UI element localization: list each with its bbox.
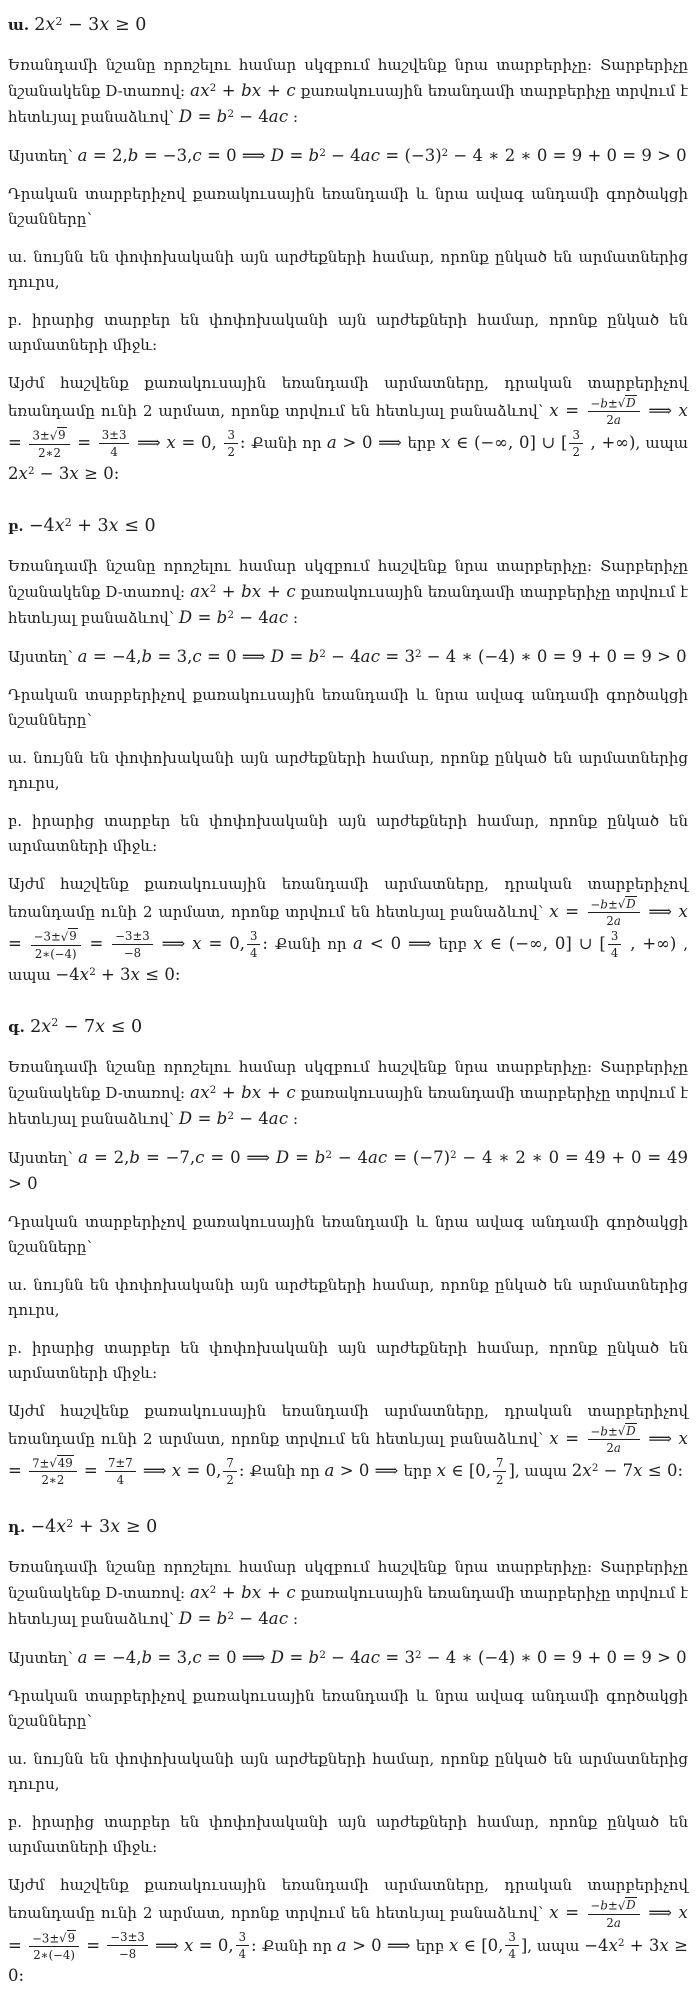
- math-run: a = 2,b = −7,c = 0 ⟹ $D = b^2 - 4ac = (-7)^2 - 4$ ∗ 2 ∗ 0 = 49 + 0 = 49 > 0: [8, 1147, 688, 1193]
- text-run: Եռանդամի նշանը որոշելու համար սկզբում հաշվենք նրա տարբերիչը: Տարբերիչը նշանակենք D-տառով:: [8, 556, 688, 601]
- text-run: Քանի որ: [261, 1936, 337, 1955]
- text-run: Այժմ հաշվենք քառակուսային եռանդամի արմատները, դրական տարբերիչով եռանդամը ունի 2 արմատ, որոնք տրվում են հետևյալ բանաձևով՝: [8, 374, 688, 421]
- section-inequality: $2x^2 - 7x \le 0$: [30, 1016, 143, 1037]
- math-run: :: [251, 1935, 262, 1955]
- fraction-numerator: 3± √ 9: [29, 427, 69, 444]
- fraction-denominator: −8: [123, 945, 142, 960]
- math-run: $-4x^2 + 3x \ge 0$:: [8, 1935, 688, 1986]
- fraction-numerator: 3: [505, 1930, 518, 1946]
- paragraph-g-rule-a: [8, 1273, 688, 1323]
- text-run: Դրական տարբերիչով քառակուսային եռանդամի և նրա ավագ անդամի գործակցի նշանները՝: [8, 185, 688, 228]
- text-run: բ. իրարից տարբեր են փոփոխականի այն արժեքների համար, որոնք ընկած են արմատների միջև:: [8, 311, 688, 354]
- math-run: a > 0 ⟹: [336, 1935, 416, 1955]
- math-run: x ∈ (−∞, 0] ∪ [: [473, 934, 606, 954]
- fraction-numerator: −3± √ 9: [31, 928, 81, 945]
- text-run: բ. իրարից տարբեր են փոփոխականի այն արժեքների համար, որոնք ընկած են արմատների միջև:: [8, 1813, 688, 1857]
- superscript: 2: [414, 648, 422, 660]
- paragraph-d-rule-a: [8, 1747, 688, 1797]
- math-run: =: [81, 1935, 106, 1955]
- math-run: x =: [549, 1428, 586, 1448]
- superscript: 2: [319, 1650, 326, 1662]
- math-run: $ax^2$ + bx + c: [190, 1583, 296, 1603]
- square-root: [618, 896, 637, 911]
- fraction: [29, 1930, 79, 1962]
- math-run: :: [238, 1461, 250, 1481]
- fraction-numerator: −b± √ D: [588, 1897, 640, 1914]
- superscript: 2: [325, 1149, 333, 1161]
- math-run: x ∈ (−∞, 0] ∪ [: [441, 433, 568, 453]
- paragraph-d-rule-b: [8, 1810, 688, 1860]
- math-run: x =: [549, 1903, 586, 1923]
- square-root: [618, 395, 637, 410]
- fraction: [29, 427, 69, 459]
- fraction-numerator: 3±3: [99, 428, 130, 444]
- fraction: [107, 1930, 147, 1961]
- text-run: :: [288, 1610, 299, 1629]
- math-run: ⟹ x =: [8, 1428, 688, 1481]
- section-inequality: $-4x^2 + 3x \le 0$: [28, 515, 156, 536]
- fraction-denominator: 2a: [606, 914, 621, 929]
- fraction-numerator: 3: [224, 428, 237, 444]
- math-run: ⟹ x = 0,: [137, 1461, 222, 1481]
- fraction: [236, 1930, 249, 1961]
- paragraph-d-signs-rule: [8, 1684, 688, 1734]
- fraction: [224, 428, 237, 459]
- radical-sign: √: [49, 428, 58, 443]
- text-run: ա. նույնն են փոփոխականի այն արժեքների համար, որոնք ընկած են արմատներից դուրս,: [8, 1275, 688, 1319]
- text-run: , ապա: [527, 1936, 585, 1955]
- radicand: 9: [58, 428, 66, 443]
- fraction-denominator: 2: [496, 1472, 504, 1487]
- fraction-denominator: 2a: [606, 1440, 621, 1455]
- radicand: D: [626, 396, 636, 410]
- fraction: [505, 1930, 518, 1961]
- section-b: [8, 511, 688, 988]
- fraction: [31, 928, 81, 960]
- text-run: Դրական տարբերիչով քառակուսային եռանդամի և նրա ավագ անդամի գործակցի նշանները՝: [8, 685, 688, 729]
- superscript: 2: [209, 1084, 217, 1096]
- text-run: երբ: [407, 434, 441, 453]
- fraction-numerator: −3±3: [112, 929, 152, 945]
- radicand: D: [626, 1423, 636, 1438]
- superscript: 2: [591, 1463, 599, 1475]
- math-run: =: [71, 433, 97, 453]
- fraction: [588, 1897, 640, 1929]
- math-run: a > 0 ⟹: [324, 1461, 404, 1481]
- fraction-denominator: 2: [227, 445, 235, 460]
- radical-sign: √: [617, 1423, 626, 1438]
- fraction-denominator: 2: [572, 445, 580, 460]
- section-label: դ.: [8, 1518, 31, 1537]
- superscript: 2: [319, 148, 326, 160]
- paragraph-a-intro: [8, 53, 688, 130]
- fraction-denominator: 2∗(−4): [34, 946, 77, 961]
- math-run: :: [239, 433, 252, 453]
- radicand: D: [626, 1898, 636, 1913]
- radicand: D: [626, 896, 636, 911]
- math-run: $D = b^2 - 4ac$: [178, 607, 289, 627]
- paragraph-b-signs-rule: [8, 683, 688, 733]
- fraction-numerator: 3: [247, 929, 260, 945]
- section-label: գ.: [8, 1017, 31, 1036]
- paragraph-g-intro: [8, 1055, 688, 1132]
- math-run: x =: [549, 901, 586, 921]
- superscript: 2: [227, 1110, 234, 1122]
- math-run: a > 0 ⟹: [326, 433, 408, 453]
- radicand: 9: [69, 929, 77, 944]
- radical-sign: √: [617, 396, 626, 411]
- section-inequality: $-4x^2 + 3x \ge 0$: [30, 1517, 158, 1538]
- section-label: ա.: [8, 16, 35, 34]
- math-run: ⟹ x = 0,: [154, 934, 245, 954]
- fraction-numerator: −b± √ D: [588, 896, 640, 913]
- paragraph-b-intro: [8, 554, 688, 631]
- paragraph-g-values: [8, 1145, 688, 1197]
- text-run: ա. նույնն են փոփոխականի այն արժեքների համար, որոնք ընկած են արմատներից դուրս,: [8, 1750, 688, 1794]
- paragraph-b-values: [8, 644, 688, 670]
- text-run: Քանի որ: [251, 434, 327, 453]
- fraction: [247, 929, 260, 960]
- text-run: քառակուսային եռանդամի տարբերիչը տրվում է հետևյալ բանաձևով՝: [8, 1083, 688, 1128]
- fraction-numerator: −b± √ D: [588, 1423, 640, 1440]
- section-a: [8, 10, 688, 487]
- math-run: a = −4,b = 3,c = 0 ⟹ $D = b^2 - 4ac = 3^2 - 4$ ∗ (−4) ∗ 0 = 9 + 0 = 9 > 0: [77, 1648, 687, 1668]
- fraction: [588, 395, 640, 427]
- math-run: $ax^2$ + bx + c: [190, 1082, 296, 1102]
- text-run: , ապա: [8, 935, 688, 984]
- paragraph-d-values: [8, 1645, 688, 1671]
- fraction-numerator: 7±7: [105, 1456, 136, 1472]
- fraction-denominator: 2a: [606, 1915, 621, 1930]
- paragraph-g-signs-rule: [8, 1210, 688, 1260]
- math-run: x ∈ [0,: [448, 1935, 504, 1955]
- text-run: երբ: [415, 1936, 449, 1955]
- paragraph-b-rule-a: [8, 746, 688, 796]
- fraction: [588, 896, 640, 928]
- text-run: Այստեղ՝: [8, 647, 78, 666]
- paragraph-b-rule-b: [8, 809, 688, 859]
- section-label: բ.: [8, 516, 29, 535]
- math-run: a = −4,b = 3,c = 0 ⟹ $D = b^2 - 4ac = 3^2 - 4$ ∗ (−4) ∗ 0 = 9 + 0 = 9 > 0: [77, 646, 687, 666]
- text-run: , ապա: [514, 1462, 572, 1481]
- fraction: [105, 1456, 136, 1487]
- math-run: ⟹ x =: [8, 1903, 688, 1955]
- section-header-g: [8, 1012, 688, 1042]
- math-run: $D = b^2 - 4ac$: [178, 1609, 289, 1629]
- superscript: 2: [28, 465, 35, 477]
- text-run: Այժմ հաշվենք քառակուսային եռանդամի արմատները, դրական տարբերիչով եռանդամը ունի 2 արմատ, որոնք տրվում են հետևյալ բանաձևով՝: [8, 1401, 688, 1448]
- text-run: Այստեղ՝: [8, 147, 78, 165]
- math-run: x =: [549, 401, 586, 421]
- text-run: երբ: [438, 935, 474, 954]
- superscript: 2: [227, 609, 234, 621]
- radicand: 9: [67, 1930, 76, 1945]
- fraction: [588, 1423, 640, 1455]
- superscript: 2: [441, 148, 449, 160]
- paragraph-a-values: [8, 143, 688, 169]
- math-run: ]: [520, 1935, 528, 1955]
- square-root: [618, 1897, 637, 1912]
- square-root: [59, 1930, 76, 1945]
- section-header-d: [8, 1512, 688, 1542]
- fraction-numerator: 7: [493, 1456, 506, 1472]
- section-inequality: $2x^2 - 3x \ge 0$: [34, 14, 147, 35]
- radical-sign: √: [49, 1456, 57, 1471]
- text-run: , ապա: [635, 434, 688, 453]
- square-root: [50, 427, 67, 442]
- text-run: Քանի որ: [274, 935, 353, 954]
- fraction-numerator: 7± √ 49: [29, 1455, 77, 1472]
- superscript: 2: [89, 966, 96, 978]
- text-run: Եռանդամի նշանը որոշելու համար սկզբում հաշվենք նրա տարբերիչը: Տարբերիչը նշանակենք D-տառով:: [8, 56, 688, 100]
- radicand: 49: [57, 1455, 73, 1470]
- text-run: Այժմ հաշվենք քառակուսային եռանդամի արմատները, դրական տարբերիչով եռանդամը ունի 2 արմատ, որոնք տրվում են հետևյալ բանաձևով՝: [8, 874, 688, 921]
- text-run: ա. նույնն են փոփոխականի այն արժեքների համար, որոնք ընկած են արմատներից դուրս,: [8, 748, 688, 792]
- fraction-denominator: 4: [110, 445, 118, 460]
- math-run: $-4x^2 + 3x \le 0$:: [55, 964, 181, 984]
- math-run: x ∈ [0,: [436, 1461, 492, 1481]
- math-run: a < 0 ⟹: [353, 934, 439, 954]
- text-run: քառակուսային եռանդամի տարբերիչը տրվում է հետևյալ բանաձևով՝: [8, 82, 688, 126]
- text-run: :: [288, 608, 299, 627]
- paragraph-a-signs-rule: [8, 182, 688, 232]
- paragraph-d-intro: [8, 1555, 688, 1632]
- paragraph-a-rule-b: [8, 308, 688, 358]
- text-run: Այստեղ՝: [8, 1148, 79, 1167]
- section-header-b: [8, 511, 688, 541]
- math-run: =: [78, 1461, 103, 1481]
- paragraph-g-rule-b: [8, 1336, 688, 1386]
- fraction-numerator: 3: [236, 1930, 249, 1946]
- square-root: [49, 1455, 73, 1470]
- fraction-numerator: −3±3: [107, 1930, 147, 1946]
- fraction-denominator: 4: [116, 1472, 125, 1487]
- paragraph-a-roots: [8, 371, 688, 487]
- superscript: 2: [55, 14, 63, 28]
- math-run: ]: [508, 1461, 515, 1481]
- text-run: Այստեղ՝: [8, 1649, 78, 1668]
- text-run: Եռանդամի նշանը որոշելու համար սկզբում հաշվենք նրա տարբերիչը: Տարբերիչը նշանակենք D-տառով:: [8, 1057, 688, 1102]
- math-run: $2x^2 - 7x \le 0$:: [571, 1461, 684, 1481]
- math-run: =: [82, 934, 111, 954]
- radical-sign: √: [617, 1898, 626, 1913]
- section-header-a: [8, 10, 688, 40]
- paragraph-b-roots: [8, 872, 688, 988]
- superscript: 2: [414, 1650, 422, 1662]
- math-run: ⟹ x = 0,: [149, 1935, 234, 1955]
- fraction-numerator: −3± √ 9: [29, 1930, 79, 1947]
- paragraph-g-roots: [8, 1399, 688, 1489]
- fraction-numerator: 3: [569, 428, 582, 444]
- superscript: 2: [209, 1585, 217, 1597]
- fraction-denominator: 4: [508, 1947, 516, 1962]
- document-body: [8, 10, 688, 1989]
- math-run: $ax^2$ + bx + c: [190, 81, 296, 100]
- fraction-denominator: 2a: [606, 413, 621, 428]
- superscript: 2: [209, 83, 217, 95]
- radical-sign: √: [59, 1931, 67, 1946]
- math-run: ⟹ x =: [8, 901, 688, 954]
- fraction: [112, 929, 152, 960]
- square-root: [61, 928, 78, 943]
- fraction: [29, 1455, 77, 1487]
- fraction-denominator: 4: [238, 1947, 247, 1962]
- superscript: 2: [227, 1611, 234, 1623]
- fraction: [99, 428, 130, 459]
- math-run: ⟹ x =: [8, 401, 688, 453]
- fraction: [493, 1456, 506, 1487]
- section-d: [8, 1512, 688, 1989]
- fraction-numerator: 7: [223, 1456, 236, 1472]
- paragraph-a-rule-a: [8, 245, 688, 295]
- text-run: :: [288, 1109, 299, 1128]
- fraction-denominator: 4: [249, 945, 258, 960]
- fraction-denominator: −8: [118, 1947, 137, 1962]
- superscript: 2: [51, 1016, 59, 1030]
- superscript: 2: [450, 1149, 457, 1161]
- fraction: [223, 1456, 236, 1487]
- text-run: քառակուսային եռանդամի տարբերիչը տրվում է հետևյալ բանաձևով՝: [8, 1584, 688, 1629]
- math-run: a = 2,b = −3,c = 0 ⟹ $D = b^2 - 4ac = (-3)^2 - 4$ ∗ 2 ∗ 0 = 9 + 0 = 9 > 0: [77, 146, 687, 165]
- text-run: Դրական տարբերիչով քառակուսային եռանդամի և նրա ավագ անդամի գործակցի նշանները՝: [8, 1212, 688, 1256]
- text-run: :: [288, 108, 299, 126]
- fraction-denominator: 2∗2: [41, 1473, 65, 1488]
- fraction-denominator: 2∗(−4): [33, 1948, 75, 1963]
- text-run: Եռանդամի նշանը որոշելու համար սկզբում հաշվենք նրա տարբերիչը: Տարբերիչը նշանակենք D-տառով:: [8, 1558, 688, 1603]
- fraction-denominator: 2∗2: [38, 445, 61, 460]
- text-run: քառակուսային եռանդամի տարբերիչը տրվում է հետևյալ բանաձևով՝: [8, 582, 688, 627]
- radical-sign: √: [617, 897, 626, 912]
- section-g: [8, 1012, 688, 1489]
- superscript: 2: [618, 1938, 625, 1950]
- superscript: 2: [66, 1517, 74, 1531]
- text-run: բ. իրարից տարբեր են փոփոխականի այն արժեքների համար, որոնք ընկած են արմատների միջև:: [8, 811, 688, 855]
- math-run: :: [262, 934, 275, 954]
- superscript: 2: [319, 648, 326, 660]
- text-run: երբ: [403, 1462, 437, 1481]
- math-run: $D = b^2 - 4ac$: [178, 107, 289, 126]
- superscript: 2: [209, 583, 217, 595]
- math-run: $D = b^2 - 4ac$: [178, 1108, 289, 1128]
- fraction: [569, 428, 582, 459]
- text-run: բ. իրարից տարբեր են փոփոխականի այն արժեքների համար, որոնք ընկած են արմատների միջև:: [8, 1338, 688, 1382]
- math-run: $2x^2 - 3x \ge 0$:: [8, 463, 120, 483]
- fraction-numerator: 3: [608, 929, 621, 945]
- radical-sign: √: [60, 929, 69, 944]
- math-run: $ax^2$ + bx + c: [190, 581, 296, 601]
- square-root: [618, 1423, 637, 1438]
- text-run: Այժմ հաշվենք քառակուսային եռանդամի արմատները, դրական տարբերիչով եռանդամը ունի 2 արմատ, որոնք տրվում են հետևյալ բանաձևով՝: [8, 1876, 688, 1923]
- paragraph-d-roots: [8, 1873, 688, 1989]
- superscript: 2: [227, 109, 234, 121]
- math-run: , +∞): [584, 433, 636, 453]
- text-run: ա. նույնն են փոփոխականի այն արժեքների համար, որոնք ընկած են արմատներից դուրս,: [8, 248, 688, 291]
- fraction: [608, 929, 621, 960]
- superscript: 2: [64, 515, 72, 529]
- math-run: , +∞): [623, 934, 684, 954]
- fraction-denominator: 4: [610, 945, 619, 960]
- fraction-denominator: 2: [226, 1472, 234, 1487]
- text-run: Քանի որ: [249, 1462, 325, 1481]
- math-run: ⟹ x = 0,: [131, 433, 223, 453]
- fraction-numerator: −b± √ D: [588, 395, 640, 412]
- text-run: Դրական տարբերիչով քառակուսային եռանդամի և նրա ավագ անդամի գործակցի նշանները՝: [8, 1687, 688, 1731]
